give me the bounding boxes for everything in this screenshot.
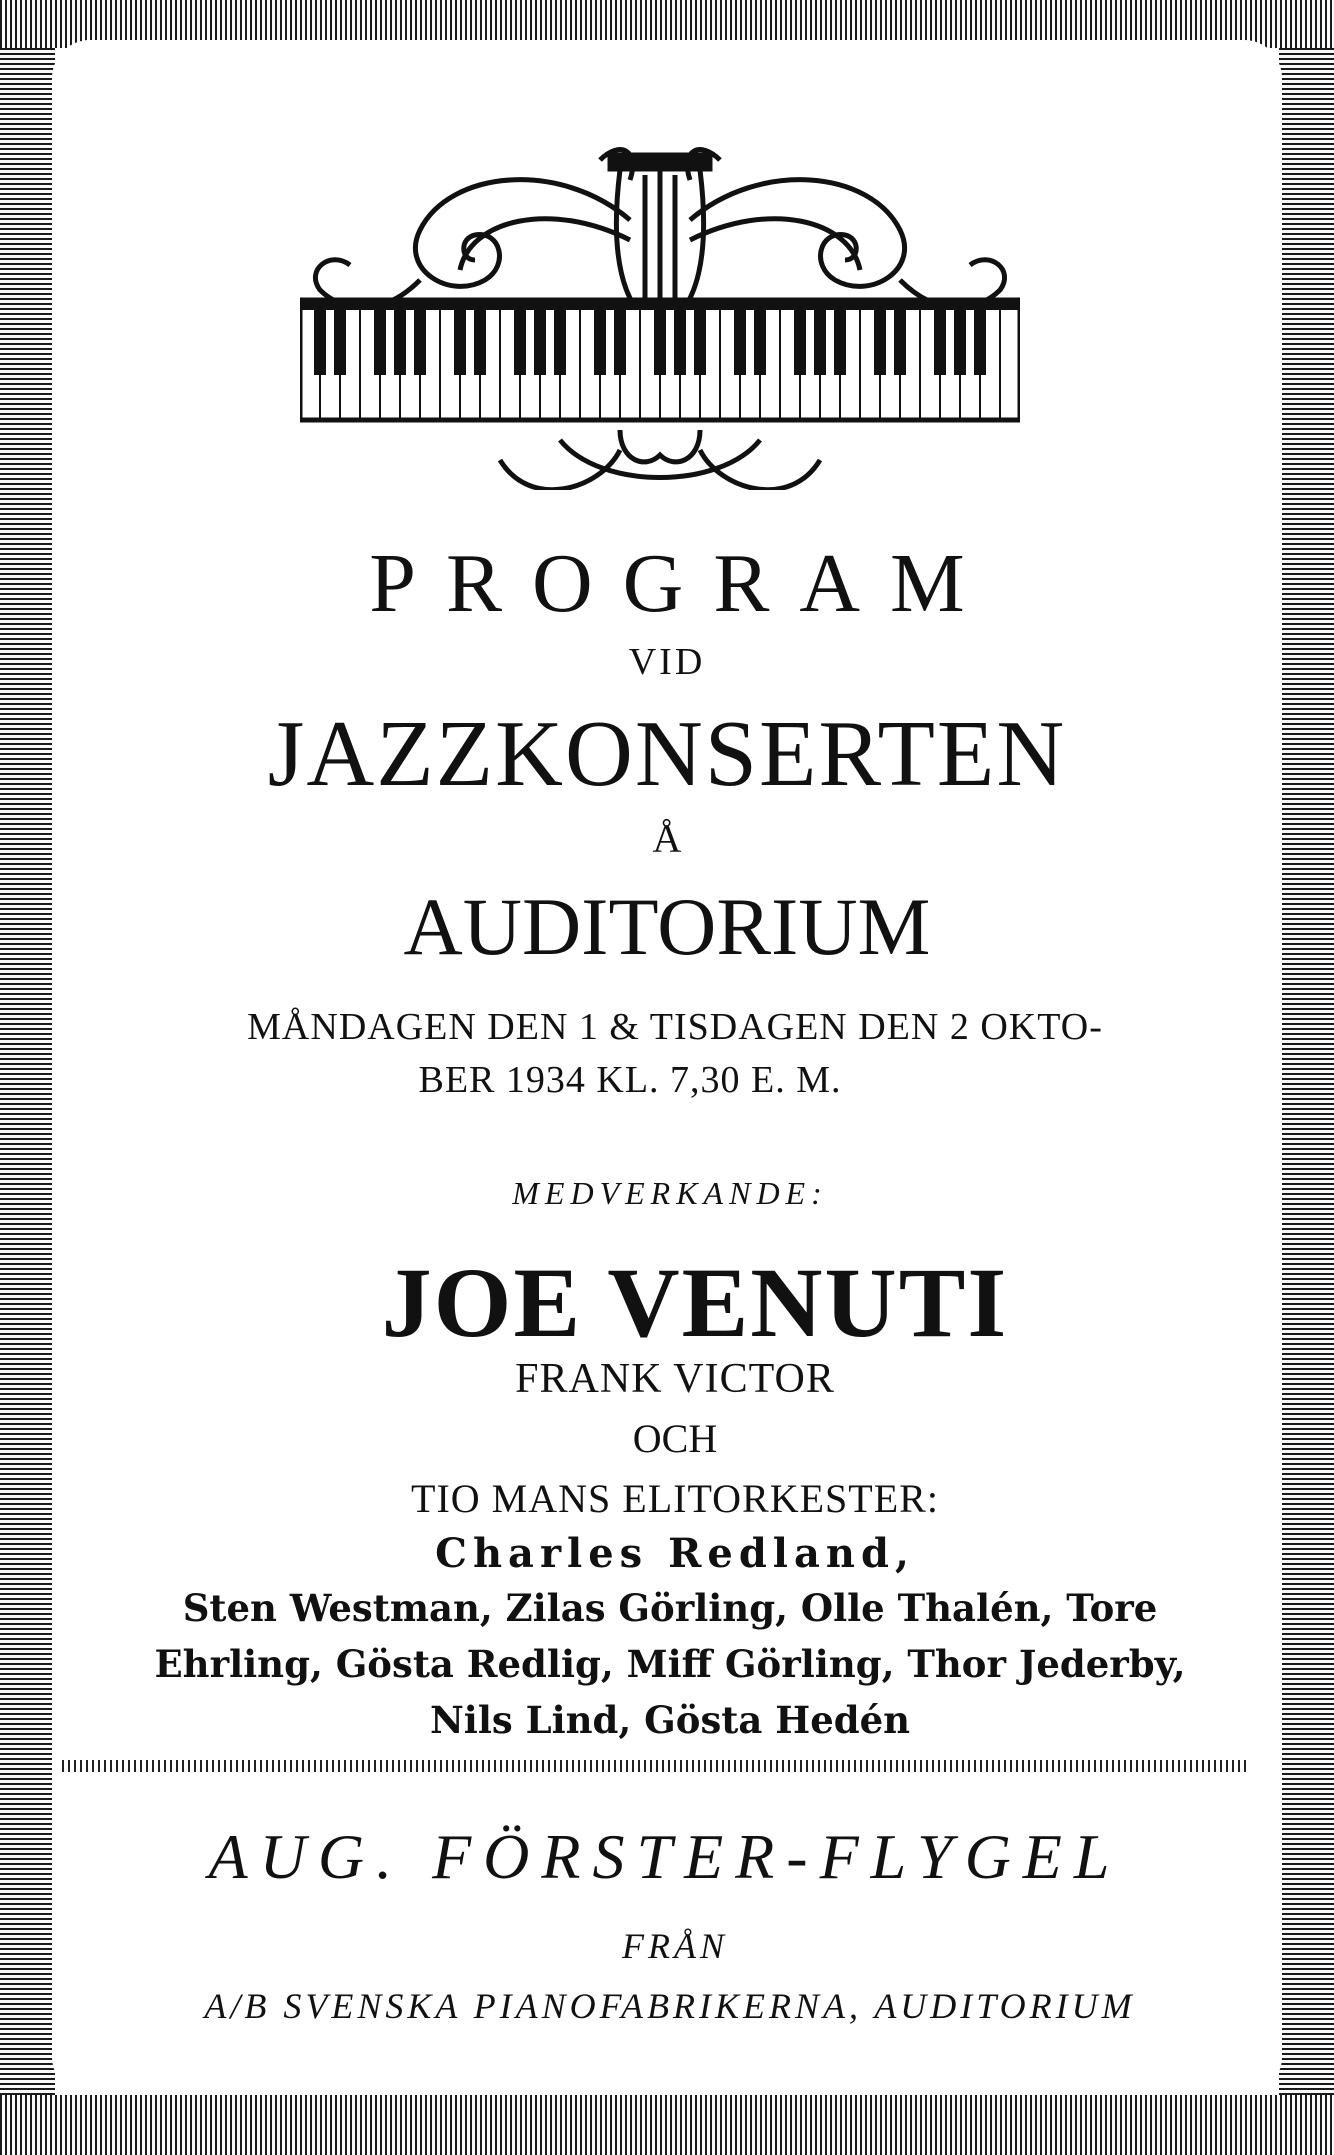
fran-label: FRÅN xyxy=(622,1926,728,1966)
och-label: OCH xyxy=(632,1416,718,1461)
member-line: Sten Westman, Zilas Görling, Olle Thalén, Tore xyxy=(182,1586,1158,1630)
a-label: Å xyxy=(652,816,682,861)
date-line-1: MÅNDAGEN DEN 1 & TISDAGEN DEN 2 OKTO- xyxy=(247,1006,1103,1048)
vid-label: VID xyxy=(628,641,706,683)
featuring-label: MEDVERKANDE: xyxy=(512,1175,828,1211)
date-line-2: BER 1934 KL. 7,30 E. M. xyxy=(418,1059,842,1101)
second-performer: FRANK VICTOR xyxy=(515,1356,835,1402)
dotted-divider xyxy=(62,1760,1250,1772)
member-line: Nils Lind, Gösta Hedén xyxy=(429,1698,911,1742)
border-bottom xyxy=(0,2095,1334,2155)
headliner: JOE VENUTI xyxy=(381,1247,1009,1358)
program-title: PROGRAM xyxy=(369,537,995,630)
member-list xyxy=(100,1580,1240,1748)
orchestra-leader: Charles Redland, xyxy=(435,1530,915,1577)
member-line: Ehrling, Gösta Redlig, Miff Görling, Thor Jederby, xyxy=(154,1642,1186,1686)
orchestra-label: TIO MANS ELITORKESTER: xyxy=(411,1476,939,1521)
piano-brand: AUG. FÖRSTER-FLYGEL xyxy=(208,1821,1122,1892)
event-title: JAZZKONSERTEN xyxy=(267,702,1067,806)
venue-title: AUDITORIUM xyxy=(403,881,931,972)
maker-name: A/B SVENSKA PIANOFABRIKERNA, AUDITORIUM xyxy=(204,1986,1136,2026)
lyre-piano-keyboard-icon xyxy=(300,130,1020,490)
